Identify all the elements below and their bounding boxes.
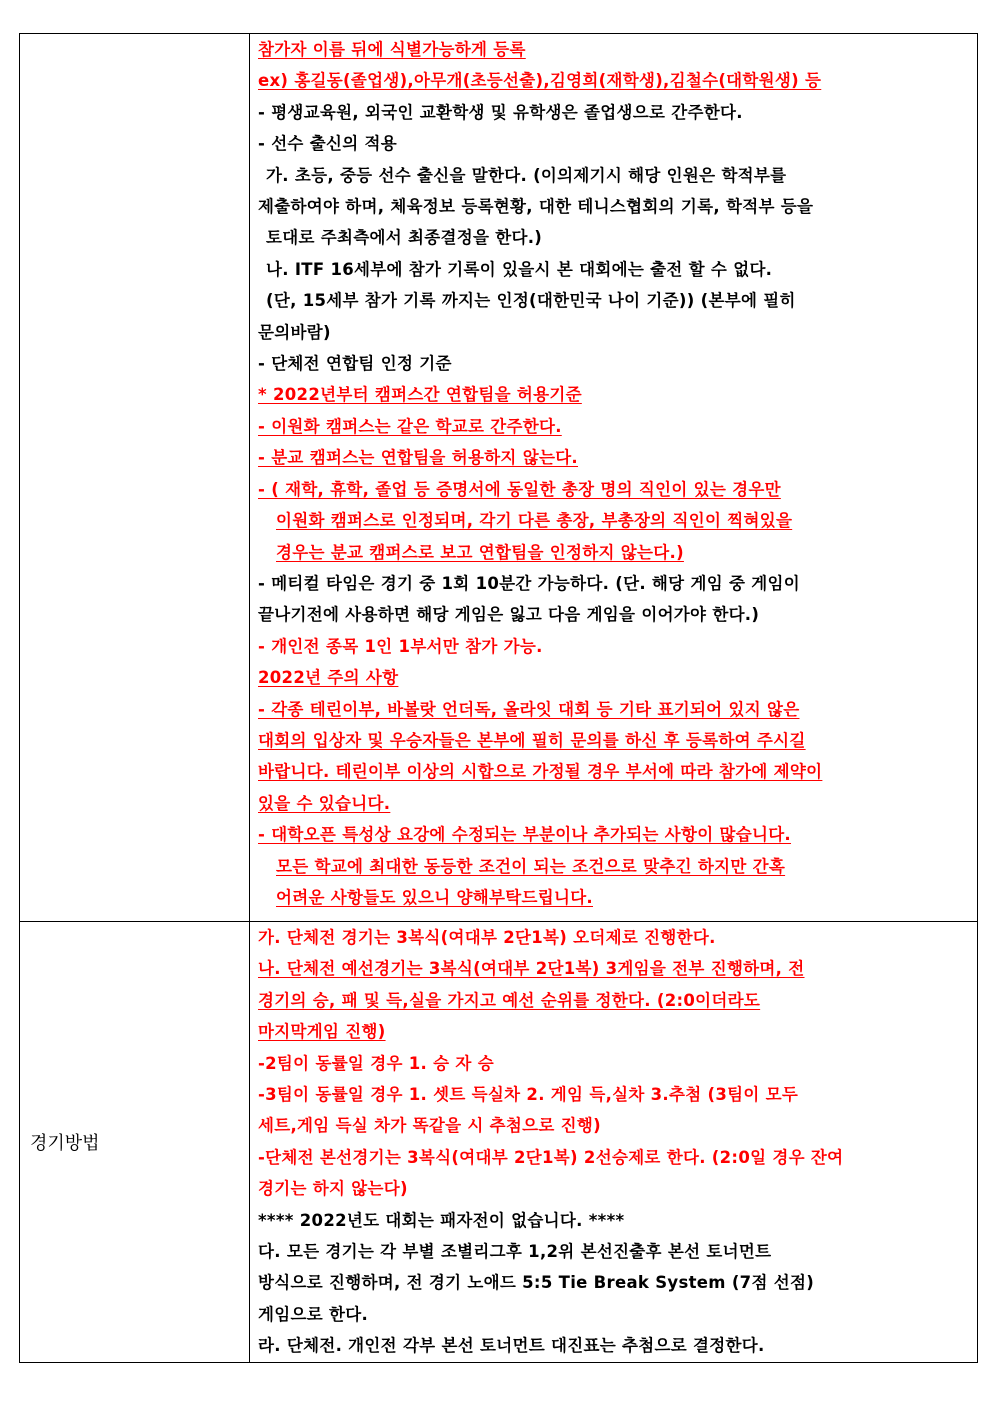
match-method-content <box>250 922 978 1363</box>
text-line-content: - 대학오픈 특성상 요강에 수정되는 부분이나 추가되는 사항이 많습니다. <box>258 825 792 845</box>
text-line <box>258 505 971 536</box>
text-line <box>258 34 971 65</box>
text-line <box>258 819 971 850</box>
text-line-content: 나. 단체전 예선경기는 3복식(여대부 2단1복) 3게임을 전부 진행하며, 전 <box>258 959 805 979</box>
text-line <box>258 222 971 253</box>
text-line <box>258 631 971 662</box>
row-label-match-method: 경기방법 <box>20 922 250 1363</box>
text-line <box>258 442 971 473</box>
text-line-content: 가. 초등, 중등 선수 출신을 말한다. (이의제기시 해당 인원은 학적부를 <box>266 165 787 185</box>
text-line <box>258 348 971 379</box>
text-line <box>258 1079 971 1110</box>
text-line-content: 라. 단체전. 개인전 각부 본선 토너먼트 대진표는 추첨으로 결정한다. <box>258 1336 765 1356</box>
text-line-content: 세트,게임 득실 차가 똑같을 시 추첨으로 진행) <box>258 1116 601 1136</box>
text-line-content: 제출하여야 하며, 체육정보 등록현황, 대한 테니스협회의 기록, 학적부 등을 <box>258 197 814 217</box>
text-line <box>258 599 971 630</box>
text-line <box>258 1173 971 1204</box>
text-line <box>258 882 971 913</box>
text-line <box>258 725 971 756</box>
text-line-content: - 선수 출신의 적용 <box>258 134 397 154</box>
text-line-content: 가. 단체전 경기는 3복식(여대부 2단1복) 오더제로 진행한다. <box>258 928 716 947</box>
text-line-content: 대회의 입상자 및 우승자들은 본부에 필히 문의를 하신 후 등록하여 주시길 <box>258 730 806 750</box>
text-line-content: - 단체전 연합팀 인정 기준 <box>258 354 452 374</box>
rules-content <box>250 34 978 922</box>
row-label <box>20 34 250 922</box>
text-line <box>258 788 971 819</box>
text-line <box>258 1236 971 1267</box>
text-line <box>258 568 971 599</box>
text-line <box>258 1330 971 1361</box>
text-line-content: 모든 학교에 최대한 동등한 조건이 되는 조건으로 맞추긴 하지만 간혹 <box>276 856 786 876</box>
rules-lines <box>258 34 971 913</box>
text-line-content: - 메티컬 타임은 경기 중 1회 10분간 가능하다. (단. 해당 게임 중 게임이 <box>258 573 800 593</box>
text-line <box>258 191 971 222</box>
text-line-content: 게임으로 한다. <box>258 1304 369 1324</box>
text-line-content: - 분교 캠퍼스는 연합팀을 허용하지 않는다. <box>258 448 579 468</box>
text-line <box>258 662 971 693</box>
text-line-content: - 개인전 종목 1인 1부서만 참가 가능. <box>258 636 543 656</box>
text-line-content: **** 2022년도 대회는 패자전이 없습니다. **** <box>258 1210 625 1230</box>
text-line-content: 다. 모든 경기는 각 부별 조별리그후 1,2위 본선진출후 본선 토너먼트 <box>258 1242 772 1262</box>
text-line <box>258 537 971 568</box>
text-line <box>258 160 971 191</box>
text-line <box>258 1142 971 1173</box>
text-line-content: 2022년 주의 사항 <box>258 668 399 688</box>
text-line-content: 경기는 하지 않는다) <box>258 1179 408 1199</box>
text-line <box>258 128 971 159</box>
text-line-content: 어려운 사항들도 있으니 양해부탁드립니다. <box>276 887 594 907</box>
table-row <box>20 922 978 1363</box>
text-line-content: 문의바람) <box>258 322 331 342</box>
rules-table <box>19 33 978 1363</box>
text-line <box>258 285 971 316</box>
text-line-content: 마지막게임 진행) <box>258 1022 386 1042</box>
text-line-content: - ( 재학, 휴학, 졸업 등 증명서에 동일한 총장 명의 직인이 있는 경우만 <box>258 479 781 499</box>
text-line <box>258 1110 971 1141</box>
text-line <box>258 694 971 725</box>
text-line-content: 경우는 분교 캠퍼스로 보고 연합팀을 인정하지 않는다.) <box>276 542 684 562</box>
text-line-content: -단체전 본선경기는 3복식(여대부 2단1복) 2선승제로 한다. (2:0일 경우 잔여 <box>258 1147 844 1167</box>
text-line <box>258 985 971 1016</box>
text-line-content: - 평생교육원, 외국인 교환학생 및 유학생은 졸업생으로 간주한다. <box>258 102 743 122</box>
text-line <box>258 756 971 787</box>
text-line-content: (단, 15세부 참가 기록 까지는 인정(대한민국 나이 기준)) (본부에 필히 <box>266 291 796 311</box>
text-line-content: 바랍니다. 테린이부 이상의 시합으로 가정될 경우 부서에 따라 참가에 제약이 <box>258 762 823 782</box>
text-line-content: 토대로 주최측에서 최종결정을 한다.) <box>266 228 543 248</box>
text-line-content: - 이원화 캠퍼스는 같은 학교로 간주한다. <box>258 416 562 436</box>
text-line <box>258 953 971 984</box>
text-line <box>258 922 971 953</box>
text-line-content: 나. ITF 16세부에 참가 기록이 있을시 본 대회에는 출전 할 수 없다. <box>266 259 773 279</box>
text-line <box>258 1205 971 1236</box>
text-line <box>258 254 971 285</box>
text-line-content: 방식으로 진행하며, 전 경기 노애드 5:5 Tie Break System (7점 선점) <box>258 1273 815 1293</box>
text-line <box>258 474 971 505</box>
text-line <box>258 851 971 882</box>
text-line <box>258 1016 971 1047</box>
text-line <box>258 1299 971 1330</box>
table-row <box>20 34 978 922</box>
text-line <box>258 97 971 128</box>
text-line-content: 경기의 승, 패 및 득,실을 가지고 예선 순위를 정한다. (2:0이더라도 <box>258 990 761 1010</box>
text-line-content: 끝나기전에 사용하면 해당 게임은 잃고 다음 게임을 이어가야 한다.) <box>258 605 760 625</box>
text-line <box>258 411 971 442</box>
text-line <box>258 317 971 348</box>
text-line <box>258 1267 971 1298</box>
text-line <box>258 379 971 410</box>
text-line-content: 있을 수 있습니다. <box>258 793 391 813</box>
text-line <box>258 1048 971 1079</box>
text-line-content: -2팀이 동률일 경우 1. 승 자 승 <box>258 1053 494 1073</box>
text-line-content: -3팀이 동률일 경우 1. 셋트 득실차 2. 게임 득,실차 3.추첨 (3팀이 모두 <box>258 1085 799 1105</box>
text-line-content: - 각종 테린이부, 바볼랏 언더독, 올라잇 대회 등 기타 표기되어 있지 않은 <box>258 699 800 719</box>
text-line-content: ex) 홍길동(졸업생),아무개(초등선출),김영희(재학생),김철수(대학원생) 등 <box>258 71 822 91</box>
match-method-lines <box>258 922 971 1362</box>
text-line-content: 참가자 이름 뒤에 식별가능하게 등록 <box>258 40 526 59</box>
text-line-content: * 2022년부터 캠퍼스간 연합팀을 허용기준 <box>258 385 582 405</box>
text-line-content: 이원화 캠퍼스로 인정되며, 각기 다른 총장, 부총장의 직인이 찍혀있을 <box>276 511 793 531</box>
text-line <box>258 65 971 96</box>
